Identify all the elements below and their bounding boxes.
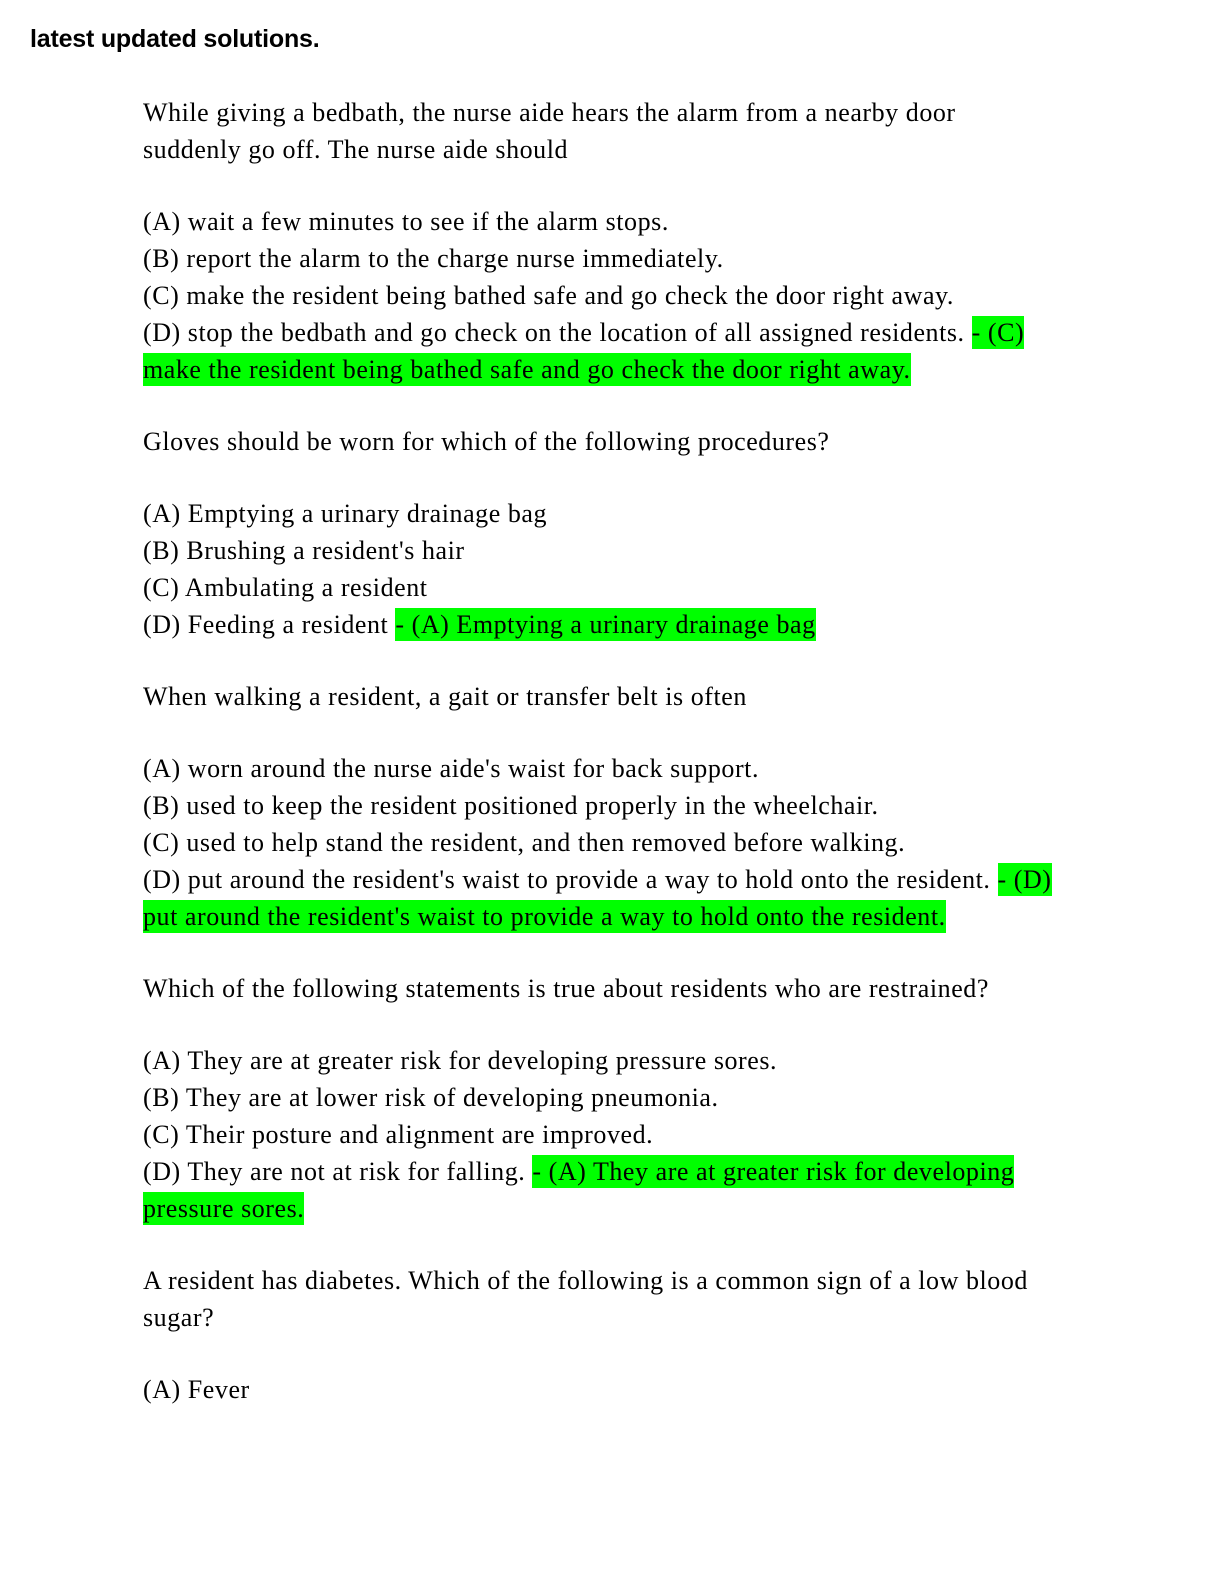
paragraph-gap bbox=[143, 1007, 1173, 1042]
answer-highlight: - (D) bbox=[997, 865, 1052, 894]
option-line bbox=[143, 861, 1173, 898]
paragraph-gap bbox=[143, 1336, 1173, 1371]
question-text-line bbox=[143, 678, 1173, 715]
text-segment: (C) Ambulating a resident bbox=[143, 573, 428, 602]
question-block-4 bbox=[143, 970, 1173, 1227]
question-text-line bbox=[143, 423, 1173, 460]
questions-container bbox=[143, 94, 1173, 1443]
paragraph-gap bbox=[143, 715, 1173, 750]
option-line bbox=[143, 787, 1173, 824]
text-segment: (A) Emptying a urinary drainage bag bbox=[143, 499, 548, 528]
text-segment: (D) put around the resident's waist to provide a way to hold onto the resident. bbox=[143, 865, 998, 894]
text-segment: When walking a resident, a gait or transfer belt is often bbox=[143, 682, 747, 711]
document-title: latest updated solutions. bbox=[30, 25, 320, 53]
text-segment: (B) They are at lower risk of developing pneumonia. bbox=[143, 1083, 719, 1112]
text-segment: (B) report the alarm to the charge nurse immediately. bbox=[143, 244, 724, 273]
option-line bbox=[143, 277, 1173, 314]
paragraph-gap bbox=[143, 460, 1173, 495]
question-text-line bbox=[143, 970, 1173, 1007]
text-segment: (C) Their posture and alignment are improved. bbox=[143, 1120, 654, 1149]
option-line bbox=[143, 1190, 1173, 1227]
option-line bbox=[143, 1042, 1173, 1079]
text-segment: sugar? bbox=[143, 1303, 215, 1332]
question-text-line bbox=[143, 131, 1173, 168]
text-segment: (D) They are not at risk for falling. bbox=[143, 1157, 533, 1186]
question-text-line bbox=[143, 1299, 1173, 1336]
text-segment: (B) used to keep the resident positioned properly in the wheelchair. bbox=[143, 791, 879, 820]
text-segment: (A) wait a few minutes to see if the alarm stops. bbox=[143, 207, 669, 236]
option-line bbox=[143, 750, 1173, 787]
answer-highlight: - (A) They are at greater risk for developing bbox=[532, 1157, 1015, 1186]
option-line bbox=[143, 1079, 1173, 1116]
option-line bbox=[143, 314, 1173, 351]
text-segment: Which of the following statements is true about residents who are restrained? bbox=[143, 974, 989, 1003]
question-text-line bbox=[143, 1262, 1173, 1299]
question-block-1 bbox=[143, 94, 1173, 388]
text-segment: (A) worn around the nurse aide's waist for back support. bbox=[143, 754, 759, 783]
answer-highlight: make the resident being bathed safe and go check the door right away. bbox=[143, 355, 911, 384]
option-line bbox=[143, 824, 1173, 861]
text-segment: (B) Brushing a resident's hair bbox=[143, 536, 465, 565]
text-segment: (A) They are at greater risk for developing pressure sores. bbox=[143, 1046, 778, 1075]
option-line bbox=[143, 1153, 1173, 1190]
option-line bbox=[143, 351, 1173, 388]
text-segment: Gloves should be worn for which of the following procedures? bbox=[143, 427, 830, 456]
option-line bbox=[143, 203, 1173, 240]
text-segment: (D) Feeding a resident bbox=[143, 610, 396, 639]
answer-highlight: pressure sores. bbox=[143, 1194, 305, 1223]
question-text-line bbox=[143, 94, 1173, 131]
option-line bbox=[143, 898, 1173, 935]
option-line bbox=[143, 495, 1173, 532]
text-segment: While giving a bedbath, the nurse aide hears the alarm from a nearby door bbox=[143, 98, 956, 127]
text-segment: (C) make the resident being bathed safe and go check the door right away. bbox=[143, 281, 954, 310]
paragraph-gap bbox=[143, 168, 1173, 203]
option-line bbox=[143, 606, 1173, 643]
answer-highlight: - (A) Emptying a urinary drainage bag bbox=[395, 610, 816, 639]
question-block-3 bbox=[143, 678, 1173, 935]
option-line bbox=[143, 240, 1173, 277]
option-line bbox=[143, 1371, 1173, 1408]
question-block-2 bbox=[143, 423, 1173, 643]
question-block-5 bbox=[143, 1262, 1173, 1408]
text-segment: (D) stop the bedbath and go check on the location of all assigned residents. bbox=[143, 318, 972, 347]
answer-highlight: - (C) bbox=[971, 318, 1025, 347]
text-segment: suddenly go off. The nurse aide should bbox=[143, 135, 569, 164]
option-line bbox=[143, 1116, 1173, 1153]
option-line bbox=[143, 569, 1173, 606]
text-segment: (A) Fever bbox=[143, 1375, 250, 1404]
answer-highlight: put around the resident's waist to provide a way to hold onto the resident. bbox=[143, 902, 946, 931]
text-segment: (C) used to help stand the resident, and then removed before walking. bbox=[143, 828, 906, 857]
option-line bbox=[143, 532, 1173, 569]
text-segment: A resident has diabetes. Which of the following is a common sign of a low blood bbox=[143, 1266, 1028, 1295]
